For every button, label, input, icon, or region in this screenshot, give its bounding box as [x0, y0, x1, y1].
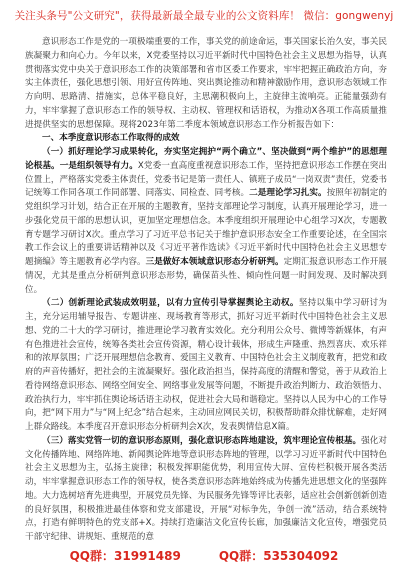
- qq-group-2: QQ群：535304092: [218, 548, 339, 563]
- subsection-2: [25, 297, 387, 435]
- point-3-lead: 三是做好本领域意识形态分析研判。: [145, 257, 284, 267]
- intro-paragraph: 意识形态工作是党的一项极端重要的工作，事关党的前途命运，事关国家长治久安，事关民族凝聚力和向心力。今年以来，X党委坚持以习近平新时代中国特色社会主义思想为指导，认真贯彻落实党中央关于意识形态工作的决策部署和省市区委工作要求，牢牢把握正确政治方向，夯实主体责任，强化思想引领、用好宣传阵地、突出舆论推动和精神激励作用，意识形态领域工作方向明、思路清、措施实，总体平稳良好，主思潮积极向上，主旋律主流响亮。正能量强劲有力，牢牢掌握了意识形态工作的领导权、主动权、管理权和话语权，为推动X各项工作高质量推进提供坚实的思想保障。现将2023年第二季度本领域意识形态工作分析报告如下：: [25, 37, 387, 130]
- subsection-1-heading: （一）抓好理论学习成果转化，夯实坚定拥护“两个确立”、坚决做到“两个维护”的思想理论根基。: [25, 147, 387, 171]
- point-2-lead: 二是理论学习扎实。: [249, 188, 327, 199]
- banner-text: 关注头条号"公文研究"，获得最新最全最专业的公文资料库！ 微信：gongwenyj: [14, 9, 394, 22]
- subsection-1: [25, 146, 387, 297]
- point-2-text: 按照年初制定的党组织学习计划，结合正在开展的主题教育，坚持支部理论学习制度，认真开展理论学习，进一步强化党员干部的思想认识，更加坚定理想信念。本季度组织开展理论中心组学习X次，专题教育专题学习研讨X次。重点学习了习近平总书记关于维护意识形态安全工作重要论述，在全国宗教工作会议上的重要讲话精神以及《习近平著作选读》《习近平新时代中国特色社会主义思想专题摘编》等主题教育必学内容。: [25, 188, 387, 267]
- point-1-lead: 一是组织领导有力。: [59, 160, 138, 171]
- document-body: [25, 36, 387, 545]
- subsection-3-text: 强化对文化传播阵地、网络阵地、新闻舆论阵地等意识形态阵地的管理，以学习习近平新时代中国特色社会主义思想为主，弘扬主旋律；积极发挥职能优势，利用宣传大屏、宣传栏积极开展各类活动，牢牢掌握意识形态工作的领导权，使各类意识形态阵地始终成为传播先进思想文化的坚强阵地。大力选树培育先进典型，开展党员先锋、为民服务先锋等评比表彰，适应社会创新创新创造的良好氛围，积极推进最佳体察和党支部建设，开展“对标争先，争创一流”活动，结合系统特点，打造有鲜明特色的党支部+X。持续打造廉洁文化宣传长廊，加强廉洁文化宣传，增强党员干部守纪律、讲规矩、重规范的意: [25, 435, 387, 542]
- point-1-text: X党委一直高度重视意识形态工作，坚持把意识形态工作摆在突出位置上，严格落实党委主体责任，党委书记是第一责任人、镇班子成员“一岗双责”责任，党委书记统筹工作同各项工作同部署、同落实、同检查、同考核。: [25, 160, 387, 199]
- subsection-3-heading: （三）落实党管一切的意识形态原则，强化意识形态阵地建设，筑牢理论宣传根基。: [42, 435, 362, 446]
- subsection-2-text: 坚持以集中学习研讨为主，充分运用辅导报告、专题讲座、现场教育等形式，抓好习近平新时代中国特色社会主义思想、党的二十大的学习研讨，推进理论学习教育实效化。充分利用公众号、微博等新媒体，有声有色推进社会宣传，统筹各类社会宣传资源，精心设计载体，形成生声隆重、热烈喜庆、欢乐祥和的浓厚氛围；广泛开展理想信念教育、爱国主义教育、中国特色社会主义制度教育，把党和政府的声音传播好，把社会的主流凝聚好。强化政治担当，保持高度的清醒和警觉，善于从政治上看待网络意识形态、网络空间安全、网络事业发展等问题，不断提升政治判断力、政治领悟力、政治执行力，牢牢抓住舆论场话语主动权，促进社会大局和谐稳定。坚持以人民为中心的工作导向，把“网下用力”与“网上纪念”结合起来，主动回应网民关切，积极帮助群众排忧解难，走好网上群众路线。本季度召开意识形态分析研判会X次，发表舆情信息X篇。: [25, 298, 387, 432]
- qq-group-1: QQ群：31991489: [69, 548, 181, 563]
- point-3-text: 定期汇报意识形态工作开展情况，尤其是重点分析研判意识形态形势，确保苗头性、倾向性问题一时间发现、及时解决到位。: [25, 257, 387, 295]
- subsection-3: [25, 435, 387, 545]
- subsection-2-heading: （二）创新理论武装成效明显，以有力宣传引导掌握舆论主动权。: [42, 298, 299, 309]
- section-heading: 一、本季度意识形态工作取得的成效: [42, 133, 180, 144]
- footer-contacts: [0, 543, 408, 567]
- top-banner: [0, 0, 408, 30]
